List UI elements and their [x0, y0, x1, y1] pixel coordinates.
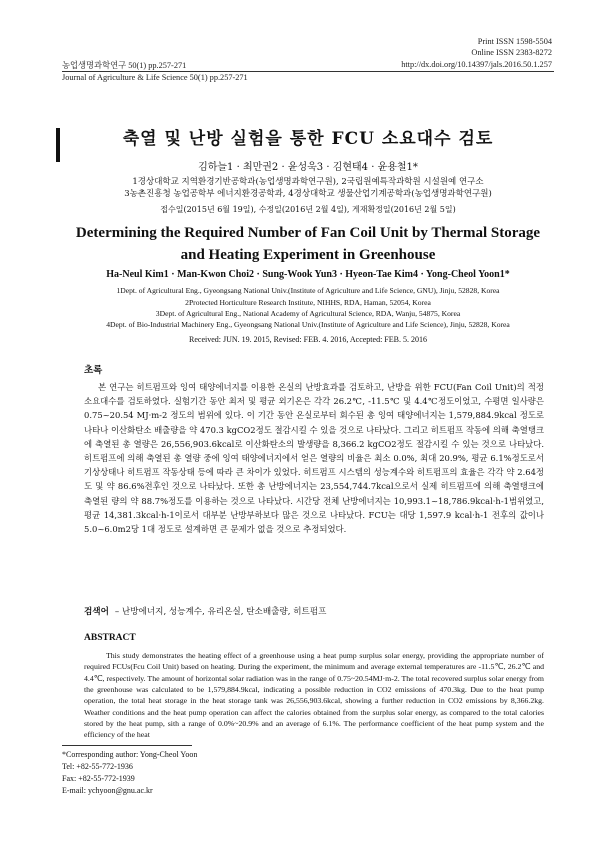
- corresponding-author: *Corresponding author: Yong-Cheol Yoon: [62, 750, 198, 759]
- online-issn: Online ISSN 2383-8272: [471, 48, 552, 57]
- footnote-rule: [62, 745, 192, 746]
- corresponding-email[interactable]: E-mail: ychyoon@gnu.ac.kr: [62, 786, 153, 795]
- title-side-bar: [56, 128, 60, 162]
- doi-link[interactable]: http://dx.doi.org/10.14397/jals.2016.50.1.257: [401, 60, 552, 69]
- abstract-korean-text: 본 연구는 히트펌프와 잉여 태양에너지를 이용한 온실의 난방효과를 검토하고, 난방을 위한 FCU(Fan Coil Unit)의 적정 소요대수를 검토하였다. 실험기간 동안 최저 및 평균 외기온은 각각 26.2℃, -11.5℃ 및 4.4℃정도이었고, 수평면 일사량은 0.75~20.54 MJ·m-2 정도의 범위에 있다. 이 기간 동안 온실로부터 회수된 총 잉여 태양에너지는 1,579,884.9kcal 정도로 나타나 이산화탄소 배출량을 약 470.3 kgCO2정도 절감시킬 수 있을 것으로 나타났다. 그리고 히트펌프 작동에 의해 축열탱크에 축열된 총 열량은 26,556,903.6kcal로 이산화탄소의 발생량을 8,366.2 kgCO2정도 절감시킬 수 있는 것으로 나타났다. 히트펌프에 의해 축열된 총 열량 중에 잉여 태양에너지에서 얻은 열량의 비율은 최소 0.0%, 최대 20.9%, 평균 6.1%정도로서 기상상태나 히트펌프 작동상태 등에 따라 큰 차이가 있었다. 히트펌프 시스템의 성능계수와 히트펌프의 효율은 각각 약 2.64정도 및 약 86.6%전후인 것으로 나타났다. 또한 총 난방에너지는 23,554,744.7kcal으로서 실제 히트펌프에 의해 축열탱크에 축열된 량의 약 88.7%정도를 이용하는 것으로 나타났다. 시간당 전체 난방에너지는 10,993.1~18,786.9kcal·h-1범위였고, 평균 14,381.3kcal·h-1이로서 대부분 난방부하보다 많은 것으로 나타났다. FCU는 대당 1,597.9 kcal·h-1 전후의 값이나 5.0~6.0m2당 1대 정도로 설계하면 큰 문제가 없을 것으로 추정되었다.: [84, 382, 544, 535]
- abstract-english-heading: ABSTRACT: [84, 633, 136, 643]
- authors-korean: [62, 158, 554, 173]
- authors-english: Ha-Neul Kim1 · Man-Kwon Choi2 · Sung-Wook Yun3 · Hyeon-Tae Kim4 · Yong-Cheol Yoon1*: [106, 269, 510, 280]
- dates-korean: 접수일(2015년 6월 19일), 수정일(2016년 2월 4일), 게재확정일(2016년 2월 5일): [160, 205, 456, 214]
- authors-korean-text: 김하늘1 · 최만권2 · 윤성욱3 · 김현태4 · 윤용철1*: [198, 162, 418, 173]
- affiliation-english-3: 3Dept. of Agricultural Eng., National Academy of Agricultural Science, RDA, Wanju, 54875, Korea: [155, 309, 461, 318]
- corresponding-tel: Tel: +82-55-772-1936: [62, 762, 133, 771]
- abstract-english-text: This study demonstrates the heating effect of a greenhouse using a heat pump surplus solar energy, providing the appropriate number of required FCUs(Fcu Coil Unit) based on heating. During the experiment, the minimum and average external temperatures are -11.5℃, 26.2℃ and 4.4℃, respectively. The amount of horizontal solar radiation was in the range of 0.75~20.54MJ·m-2. The total recovered surplus solar energy from the greenhouse was calculated to be 1,579,884.9kcal, indicating a possible reduction in CO2 emissions of 470.3kg. Due to the heat pump operation, the total heat storage in the heat storage tank was 26,556,903.6kcal, showing a further reduction in CO2 emissions by 8,366.2kg. Weather conditions and the heat pump operation can affect the calories obtained from the surplus solar energy, as compared to the total calories stored by the heat pump, sith a range of 0.0%~20.9% and an average of 6.1%. The performance coefficient of the heat pump system and the efficiency of the heat: [84, 651, 544, 740]
- affiliation-english-1: 1Dept. of Agricultural Eng., Gyeongsang National Univ.(Institute of Agriculture and Life Science, GNU), Jinju, 52828, Korea: [116, 286, 500, 295]
- title-english: [62, 222, 554, 266]
- affiliation-english-2: 2Protected Horticulture Research Institute, NIHHS, RDA, Haman, 52054, Korea: [185, 298, 431, 307]
- header-rule: [62, 71, 554, 72]
- dates-english: Received: JUN. 19. 2015, Revised: FEB. 4. 2016, Accepted: FEB. 5. 2016: [189, 335, 427, 344]
- keywords-label: 검색어: [84, 607, 109, 617]
- print-issn: Print ISSN 1598-5504: [477, 37, 552, 46]
- journal-citation-ko: 농업생명과학연구 50(1) pp.257-271: [62, 61, 187, 70]
- affiliation-english-4: 4Dept. of Bio-Industrial Machinery Eng., Gyeongsang National Univ.(Institute of Agriculture and Life Science), Jinju, 52828, Korea: [106, 320, 510, 329]
- affiliation-korean-1: 1경상대학교 지역환경기반공학과(농업생명과학연구원), 2국립원예특작과학원 시설원예 연구소: [132, 177, 484, 187]
- affiliation-korean-2: 3농촌진흥청 농업공학부 에너지환경공학과, 4경상대학교 생물산업기계공학과(농업생명과학연구원): [124, 189, 492, 199]
- title-english-line-1: Determining the Required Number of Fan Coil Unit by Thermal Storage: [75, 225, 541, 241]
- abstract-korean-heading: 초록: [84, 365, 103, 376]
- title-english-line-2: and Heating Experiment in Greenhouse: [180, 247, 436, 263]
- journal-citation-en: Journal of Agriculture & Life Science 50(1) pp.257-271: [62, 73, 248, 82]
- title-korean: 축열 및 난방 실험을 통한 FCU 소요대수 검토: [122, 129, 494, 149]
- keywords-korean: [84, 605, 326, 617]
- keywords-list: – 난방에너지, 성능계수, 유리온실, 탄소배출량, 히트펌프: [114, 607, 327, 617]
- corresponding-fax: Fax: +82-55-772-1939: [62, 774, 135, 783]
